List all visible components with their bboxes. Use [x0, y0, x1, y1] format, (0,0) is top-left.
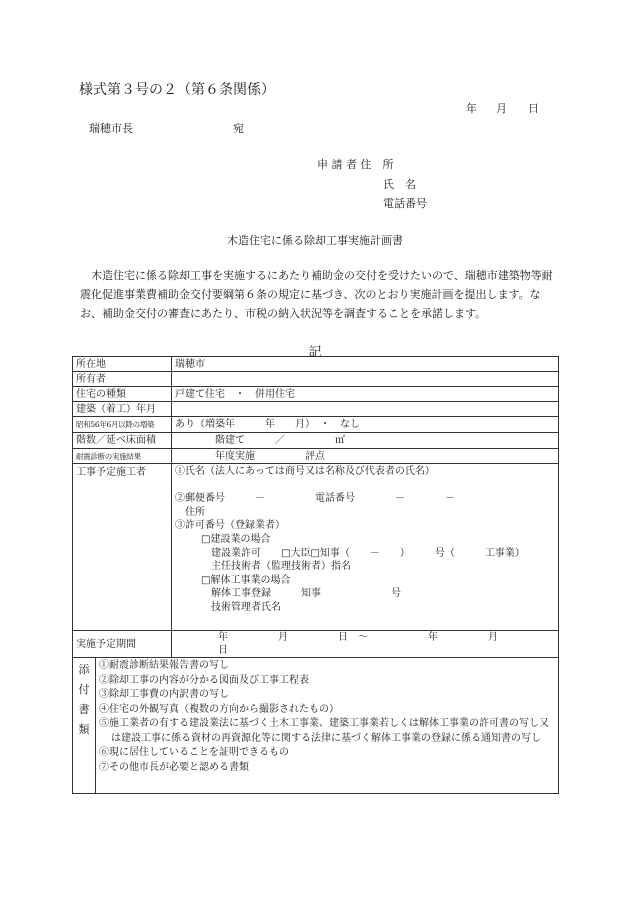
contractor-label: 工事予定施工者: [73, 464, 172, 631]
built-value[interactable]: [172, 402, 559, 417]
row-owner: [73, 372, 559, 387]
attachment-item: ②除却工事の内容が分かる図面及び工事工程表: [99, 674, 309, 686]
attachment-item: ①耐震診断結果報告書の写し: [99, 660, 229, 671]
contractor-line-postal-phone: ②郵便番号 － 電話番号 － －: [175, 493, 455, 505]
house-type-value[interactable]: 戸建て住宅 ・ 併用住宅: [172, 387, 559, 402]
date-day-label: 日: [528, 102, 539, 115]
date-year-label: 年: [466, 102, 477, 115]
diagnosis-label: 耐震診断の実施結果: [73, 449, 172, 464]
row-floors: [73, 433, 559, 449]
built-label: 建築（着工）年月: [73, 402, 172, 417]
contractor-value[interactable]: [172, 464, 559, 631]
contractor-line-construction-case: □建設業の場合: [201, 533, 271, 545]
period-value[interactable]: 年 月 日 ～ 年 月 日: [172, 631, 559, 658]
owner-value[interactable]: [172, 372, 559, 387]
extension-label: 昭和56年6月以降の増築: [73, 417, 172, 433]
row-period: [73, 631, 559, 658]
contractor-line-demolition-registration: 解体工事登録 知事 号: [211, 588, 401, 600]
form-id: 様式第３号の２（第６条関係）: [79, 82, 275, 98]
contractor-line-address: 住所: [185, 506, 205, 518]
document-title: 木造住宅に係る除却工事実施計画書: [227, 234, 403, 247]
date-month-label: 月: [496, 102, 507, 115]
row-location: [73, 357, 559, 372]
contractor-line-license: ③許可番号（登録業者）: [175, 520, 285, 532]
row-built: [73, 402, 559, 417]
attachments-label: 添 付 書 類: [73, 658, 96, 794]
addressee-city-mayor: 瑞穂市長: [89, 122, 133, 135]
attachment-item: ⑤施工業者の有する建設業法に基づく土木工事業、建築工事業若しくは解体工事業の許可書の写し又は建設工事に係る資材の再資源化等に関する法律に基づく解体工事業の登録に係る通知書の写し: [99, 718, 549, 744]
floors-value[interactable]: 階建て ／ ㎡: [172, 433, 559, 449]
contractor-line-chief-engineer: 主任技術者（監理技術者）指名: [211, 561, 351, 573]
contractor-line-technical-manager: 技術管理者氏名: [211, 601, 281, 613]
row-extension: [73, 417, 559, 433]
applicant-address-label: 申 請 者 住 所: [317, 158, 394, 171]
row-contractor: [73, 464, 559, 631]
attachment-item: ④住宅の外観写真（複数の方向から撮影されたもの）: [99, 703, 339, 715]
owner-label: 所有者: [73, 372, 172, 387]
contractor-line-name: ①氏名（法人にあっては商号又は名称及び代表者の氏名）: [175, 466, 435, 477]
contractor-line-blank: [175, 479, 555, 493]
diagnosis-value[interactable]: 年度実施 評点: [172, 449, 559, 464]
contractor-line-demolition-case: □解体工事業の場合: [201, 574, 291, 586]
attachments-list: [96, 658, 559, 794]
floors-label: 階数／延べ床面積: [73, 433, 172, 449]
contractor-line-construction-license: 建設業許可 □大臣□知事（ － ） 号（ 工事業）: [211, 547, 525, 559]
period-label: 実施予定期間: [73, 631, 172, 658]
applicant-name-label: 氏 名: [383, 178, 416, 191]
location-value[interactable]: 瑞穂市: [172, 357, 559, 372]
row-house-type: [73, 387, 559, 402]
applicant-phone-label: 電話番号: [383, 197, 427, 210]
plan-table: [72, 356, 559, 794]
ki-heading: 記: [308, 345, 322, 360]
house-type-label: 住宅の種類: [73, 387, 172, 402]
attachment-item: ⑥現に居住していることを証明できるもの: [99, 747, 289, 758]
addressee-suffix: 宛: [233, 122, 244, 135]
row-attachments: [73, 658, 559, 794]
row-diagnosis: [73, 449, 559, 464]
body-paragraph: 木造住宅に係る除却工事を実施するにあたり補助金の交付を受けたいので、瑞穂市建築物等耐震化促進事業費補助金交付要綱第６条の規定に基づき、次のとおり実施計画を提出します。なお、補助金交付の審査にあたり、市税の納入状況等を調査することを承諾します。: [80, 269, 553, 320]
extension-value[interactable]: あり（増築年 年 月） ・ なし: [172, 417, 559, 433]
attachment-item: ③除却工事費の内訳書の写し: [99, 689, 229, 700]
location-label: 所在地: [73, 357, 172, 372]
attachment-item: ⑦その他市長が必要と認める書類: [99, 761, 249, 773]
